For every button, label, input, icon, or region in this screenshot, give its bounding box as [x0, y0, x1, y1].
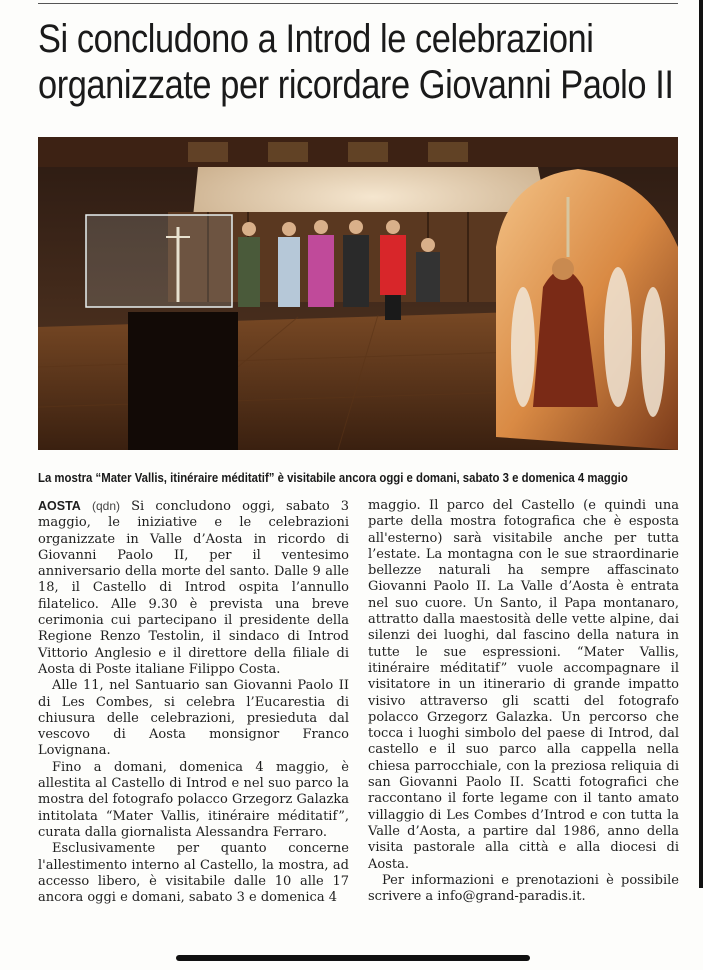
- photo-caption: La mostra “Mater Vallis, itinéraire méditatif” è visitabile ancora oggi e domani, sabato 3 e domenica 4 maggio: [38, 471, 628, 485]
- paragraph-4: Esclusivamente per quanto concerne l'allestimento interno al Castello, la mostra, ad accesso libero, è visitabile dalle 10 alle 17 ancora oggi e domani, sabato 3 e domenica 4: [38, 841, 349, 906]
- article-column-right: [368, 498, 679, 905]
- article-column-left: [38, 498, 349, 906]
- headline-line-1: Si concludono a Introd le celebrazioni: [38, 17, 594, 61]
- paragraph-5: maggio. Il parco del Castello (e quindi una parte della mostra fotografica che è esposta all'esterno) sarà visitabile anche per tutta l’estate. La montagna con le sue straordinarie bellezze naturali ha sempre affascinato Giovanni Paolo II. La Valle d’Aosta è entrata nel suo cuore. Un Santo, il Papa montanaro, attratto dalla maestosità delle vette alpine, dai silenzi dei luoghi, dal fascino della natura in tutte le sue espressioni. “Mater Vallis, itinéraire méditatif” vuole accompagnare il visitatore in un itinerario di grande impatto visivo attraverso gli scatti del fotografo polacco Grzegorz Galazka. Un percorso che tocca i luoghi simbolo del paese di Introd, dal castello e il suo parco alla cappella nella chiesa parrocchiale, con la preziosa reliquia di san Giovanni Paolo II. Scatti fotografici che raccontano il forte legame con il tanto amato villaggio di Les Combes d’Introd e con tutta la Valle d’Aosta, a partire dal 1986, anno della visita pastorale alla città e alla diocesi di Aosta.: [368, 498, 679, 872]
- exhibition-photo: [38, 137, 678, 450]
- agency-tag: (qdn): [91, 499, 120, 513]
- headline-line-2: organizzate per ricordare Giovanni Paolo II: [38, 63, 674, 107]
- paragraph-2: Alle 11, nel Santuario san Giovanni Paolo II di Les Combes, si celebra l’Eucarestia di chiusura delle celebrazioni, presieduta dal vescovo di Aosta monsignor Franco Lovignana.: [38, 678, 349, 759]
- article-headline: [38, 16, 674, 108]
- top-divider: [38, 3, 678, 4]
- paragraph-3: Fino a domani, domenica 4 maggio, è allestita al Castello di Introd e nel suo parco la mostra del fotografo polacco Grzegorz Galazka intitolata “Mater Vallis, itinéraire méditatif”, curata dalla giornalista Alessandra Ferraro.: [38, 759, 349, 840]
- paragraph-1-text: Si concludono oggi, sabato 3 maggio, le iniziative e le celebrazioni organizzate in Valle d’Aosta in ricordo di Giovanni Paolo II, per il ventesimo anniversario della morte del santo. Dalle 9 alle 18, il Castello di Introd ospita l’annullo filatelico. Alle 9.30 è prevista una breve cerimonia cui partecipano il presidente della Regione Renzo Testolin, il sindaco di Introd Vittorio Anglesio e il direttore della filiale di Aosta di Poste italiane Filippo Costa.: [38, 499, 350, 677]
- paragraph-1: [38, 498, 349, 678]
- home-indicator[interactable]: [176, 955, 530, 961]
- paragraph-6: Per informazioni e prenotazioni è possibile scrivere a info@grand-paradis.it.: [368, 872, 679, 905]
- page-edge-rule: [699, 0, 703, 888]
- dateline: AOSTA: [38, 499, 81, 513]
